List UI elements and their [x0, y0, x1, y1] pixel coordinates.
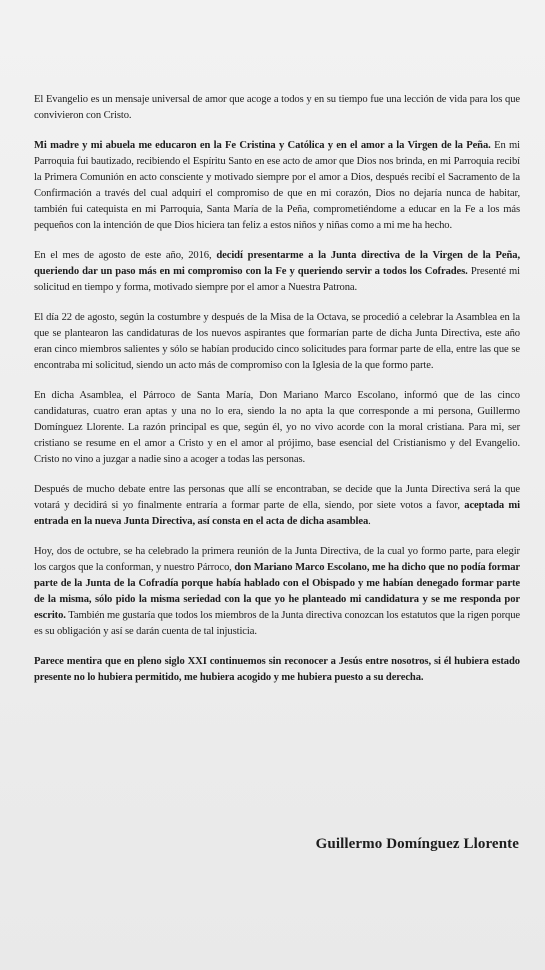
text: En dicha Asamblea, el Párroco de Santa María, Don Mariano Marco Escolano, informó que de las cinco candidaturas, cuatro eran aptas y una no lo era, siendo la no apta la que corresponde a mi persona, Guillermo Domínguez Llorente. La razón principal es que, según él, yo no vivo acorde con la moral cristiana. Para mi, ser cristiano se resume en el amor a Cristo y en el amor al prójimo, base esencial del Cristianismo y del Evangelio. Cristo no vino a juzgar a nadie sino a acoger a todas las personas. [34, 390, 520, 465]
text: Después de mucho debate entre las personas que allí se encontraban, se decide que la Junta Directiva será la que votará y decidirá si yo finalmente entraría a formar parte de ella, siendo, por siete votos a favor, [34, 484, 520, 511]
text: El Evangelio es un mensaje universal de amor que acoge a todos y en su tiempo fue una lección de vida para los que convivieron con Cristo. [34, 94, 520, 121]
bold-text: Parece mentira que en pleno siglo XXI continuemos sin reconocer a Jesús entre nosotros, si él hubiera estado presente no lo hubiera permitido, me hubiera acogido y me hubiera puesto a su derecha. [34, 656, 520, 683]
text: En mi Parroquia fui bautizado, recibiendo el Espíritu Santo en ese acto de amor que Dios nos brinda, en mi Parroquia recibí la Primera Comunión en acto consciente y motivado siempre por el amor a Dios, después recibí el Sacramento de la Confirmación a través del cual adquirí el compromiso de que en mi corazón, Dios no dejaría nunca de habitar, también fui catequista en mi Parroquia, Santa María de la Peña, comprometiéndome a educar en la Fe a los más pequeños con la intención de que Dios hiciera tan feliz a estos niños y niñas como a mi me ha hecho. [34, 140, 521, 231]
text: Presenté mi solicitud en tiempo y forma, motivado siempre por el amor a Nuestra Patrona. [34, 266, 520, 293]
paragraph [34, 654, 520, 686]
paragraph [34, 482, 520, 530]
paragraph [34, 92, 520, 124]
bold-text: Mi madre y mi abuela me educaron en la Fe Cristina y Católica y en el amor a la Virgen de la Peña. [34, 140, 491, 151]
paragraph [34, 138, 520, 234]
text: En el mes de agosto de este año, 2016, [34, 250, 217, 261]
paragraph [34, 310, 520, 374]
paragraph [34, 248, 520, 296]
text: Hoy, dos de octubre, se ha celebrado la primera reunión de la Junta Directiva, de la cual yo formo parte, para elegir los cargos que la conforman, y nuestro Párroco, [34, 546, 520, 573]
text: . [368, 516, 371, 527]
letter-body [34, 92, 520, 700]
paragraph [34, 388, 520, 468]
paragraph [34, 544, 520, 640]
text: El día 22 de agosto, según la costumbre y después de la Misa de la Octava, se procedió a celebrar la Asamblea en la que se plantearon las candidaturas de los nuevos aspirantes que formarían parte de dicha Junta Directiva, este año eran cinco miembros salientes y sólo se habían producido cinco solicitudes para formar parte de ella, entre las que se encontraba mi solicitud, siendo un acto más de compromiso con la Iglesia de la que formo parte. [34, 312, 520, 371]
text: También me gustaría que todos los miembros de la Junta directiva conozcan los estatutos que la rigen porque es su obligación y así se darán cuenta de tal injusticia. [34, 610, 520, 637]
signature: Guillermo Domínguez Llorente [315, 836, 519, 852]
bold-text: aceptada mi entrada en la nueva Junta Directiva, así consta en el acta de dicha asamblea [34, 500, 520, 527]
bold-text: decidí presentarme a la Junta directiva de la Virgen de la Peña, queriendo dar un paso más en mi compromiso con la Fe y queriendo servir a todos los Cofrades. [34, 250, 520, 277]
bold-text: don Mariano Marco Escolano, me ha dicho que no podía formar parte de la Junta de la Cofradía porque había hablado con el Obispado y me habían denegado formar parte de la misma, sólo pido la misma seriedad con la que yo he planteado mi candidatura y se me responda por escrito. [34, 562, 521, 621]
